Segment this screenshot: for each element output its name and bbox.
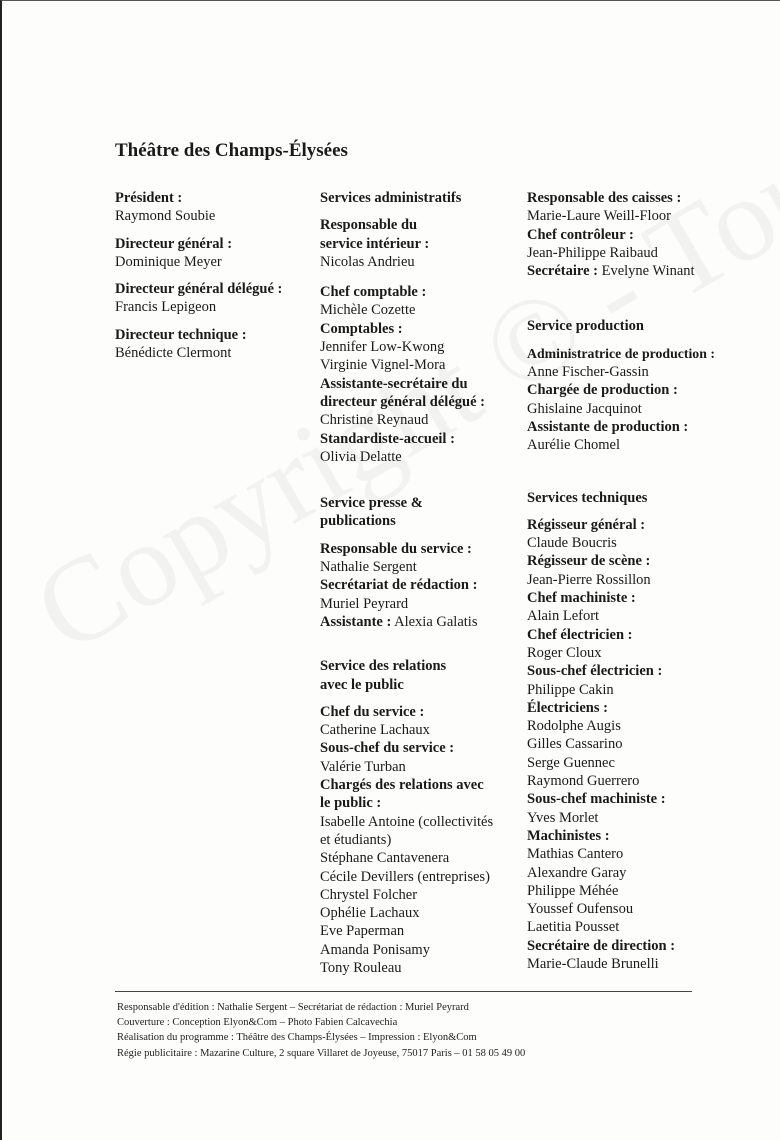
role-label: Président : [115, 190, 183, 206]
section-heading: Service des relations [320, 658, 447, 675]
role-label: Régisseur de scène : [527, 553, 651, 570]
assistant-line [320, 613, 520, 631]
role-label: Assistante : [320, 613, 392, 630]
footer-line: Responsable d'édition : Nathalie Sergent – Secrétariat de rédaction : Muriel Peyrard [117, 1002, 469, 1013]
production-technique-column [527, 189, 777, 973]
section-heading: Services techniques [527, 489, 648, 506]
person-name: Youssef Oufensou [527, 901, 634, 918]
role-label: Comptables : [320, 320, 403, 337]
person-name: Nicolas Andrieu [320, 253, 415, 270]
role-label: Régisseur général : [527, 516, 646, 533]
section-heading: Service production [527, 318, 644, 335]
role-label: service intérieur : [320, 235, 430, 252]
person-name: Catherine Lachaux [320, 722, 430, 739]
role-label: Chef du service : [320, 703, 425, 720]
person-name: Laetitia Pousset [527, 919, 620, 936]
footer-line: Réalisation du programme : Théâtre des Champs-Élysées – Impression : Elyon&Com [117, 1032, 477, 1044]
role-label: directeur général délégué : [320, 393, 485, 410]
person-name: Rodolphe Augis [527, 718, 621, 735]
person-name: Olivia Delatte [320, 448, 402, 465]
role-label: Chef contrôleur : [527, 226, 634, 243]
person-name: Chrystel Folcher [320, 886, 418, 903]
footer-line: Couverture : Conception Elyon&Com – Photo Fabien Calcavechia [117, 1017, 398, 1029]
person-name: Mathias Cantero [527, 846, 624, 863]
person-name: Claude Boucris [527, 535, 617, 552]
person-name: Michèle Cozette [320, 302, 416, 319]
footer-line: Régie publicitaire : Mazarine Culture, 2 square Villaret de Joyeuse, 75017 Paris – 01 58 05 49 00 [117, 1047, 526, 1059]
person-name: Muriel Peyrard [320, 595, 409, 612]
person-name: Raymond Guerrero [527, 773, 640, 790]
section-heading: publications [320, 513, 396, 530]
section-heading: Service presse & [320, 495, 423, 512]
person-name: Evelyne Winant [601, 263, 695, 280]
person-name: Amanda Ponisamy [320, 941, 430, 958]
person-name: Eve Paperman [320, 923, 405, 940]
person-name: Valérie Turban [320, 758, 406, 775]
role-label: Machinistes : [527, 827, 610, 844]
person-name: Alexandre Garay [527, 864, 627, 881]
role-label: Sous-chef du service : [320, 740, 455, 757]
person-name: Jean-Pierre Rossillon [527, 571, 651, 588]
person-name: Ghislaine Jacquinot [527, 400, 642, 417]
person-name: Jennifer Low-Kwong [320, 339, 445, 356]
role-label: le public : [320, 795, 382, 812]
administration-column [320, 189, 520, 977]
role-label: Responsable des caisses : [527, 190, 682, 206]
section-heading: Services administratifs [320, 190, 462, 206]
role-label: Sous-chef machiniste : [527, 791, 666, 808]
person-name: Cécile Devillers (entreprises) [320, 868, 490, 885]
person-name: Tony Rouleau [320, 959, 402, 976]
person-name: Jean-Philippe Raibaud [527, 244, 658, 261]
role-label: Administratrice de production : [527, 345, 715, 361]
person-name: Philippe Méhée [527, 882, 619, 899]
role-label: Secrétaire de direction : [527, 937, 676, 954]
person-name: Anne Fischer-Gassin [527, 364, 649, 381]
role-label: Standardiste-accueil : [320, 430, 455, 447]
person-name: Alexia Galatis [394, 613, 478, 630]
person-name: Alain Lefort [527, 608, 600, 625]
role-label: Secrétaire : [527, 263, 598, 280]
secretary-line [527, 262, 777, 280]
person-name: Ophélie Lachaux [320, 905, 420, 922]
role-label: Responsable du [320, 217, 418, 234]
person-name: Nathalie Sergent [320, 559, 417, 576]
person-name: Dominique Meyer [115, 253, 222, 270]
role-label: Chef électricien : [527, 626, 633, 643]
person-name: Isabelle Antoine (collectivités [320, 813, 494, 830]
role-label: Chargée de production : [527, 382, 678, 399]
person-name: Christine Reynaud [320, 412, 429, 429]
role-label: Assistante-secrétaire du [320, 375, 468, 392]
person-name: Aurélie Chomel [527, 437, 621, 454]
role-label: Chef comptable : [320, 284, 427, 301]
person-name: Bénédicte Clermont [115, 345, 232, 362]
person-name: Marie-Laure Weill-Floor [527, 208, 671, 225]
direction-column [115, 189, 310, 362]
role-label: Directeur général : [115, 235, 233, 252]
person-name: Virginie Vignel-Mora [320, 357, 446, 374]
person-name: Roger Cloux [527, 644, 602, 661]
role-label: Électriciens : [527, 699, 608, 716]
role-label: Assistante de production : [527, 418, 689, 435]
page-title: Théâtre des Champs-Élysées [115, 140, 348, 161]
person-name: Philippe Cakin [527, 681, 614, 698]
person-name: Raymond Soubie [115, 208, 216, 225]
person-name: Francis Lepigeon [115, 299, 217, 316]
role-label: Directeur général délégué : [115, 281, 283, 298]
role-label: Directeur technique : [115, 326, 247, 343]
person-name: Serge Guennec [527, 754, 615, 771]
person-name: Yves Morlet [527, 809, 599, 826]
role-label: Secrétariat de rédaction : [320, 577, 478, 594]
person-name: Marie-Claude Brunelli [527, 955, 659, 972]
person-name: Gilles Cassarino [527, 736, 623, 753]
credits-footer [117, 1000, 525, 1061]
role-label: Responsable du service : [320, 540, 472, 557]
person-name: et étudiants) [320, 831, 392, 848]
person-name: Stéphane Cantavenera [320, 850, 450, 867]
role-label: Sous-chef électricien : [527, 663, 663, 680]
role-label: Chef machiniste : [527, 590, 636, 607]
role-label: Chargés des relations avec [320, 777, 484, 794]
section-heading: avec le public [320, 676, 404, 693]
footer-divider [115, 991, 692, 992]
